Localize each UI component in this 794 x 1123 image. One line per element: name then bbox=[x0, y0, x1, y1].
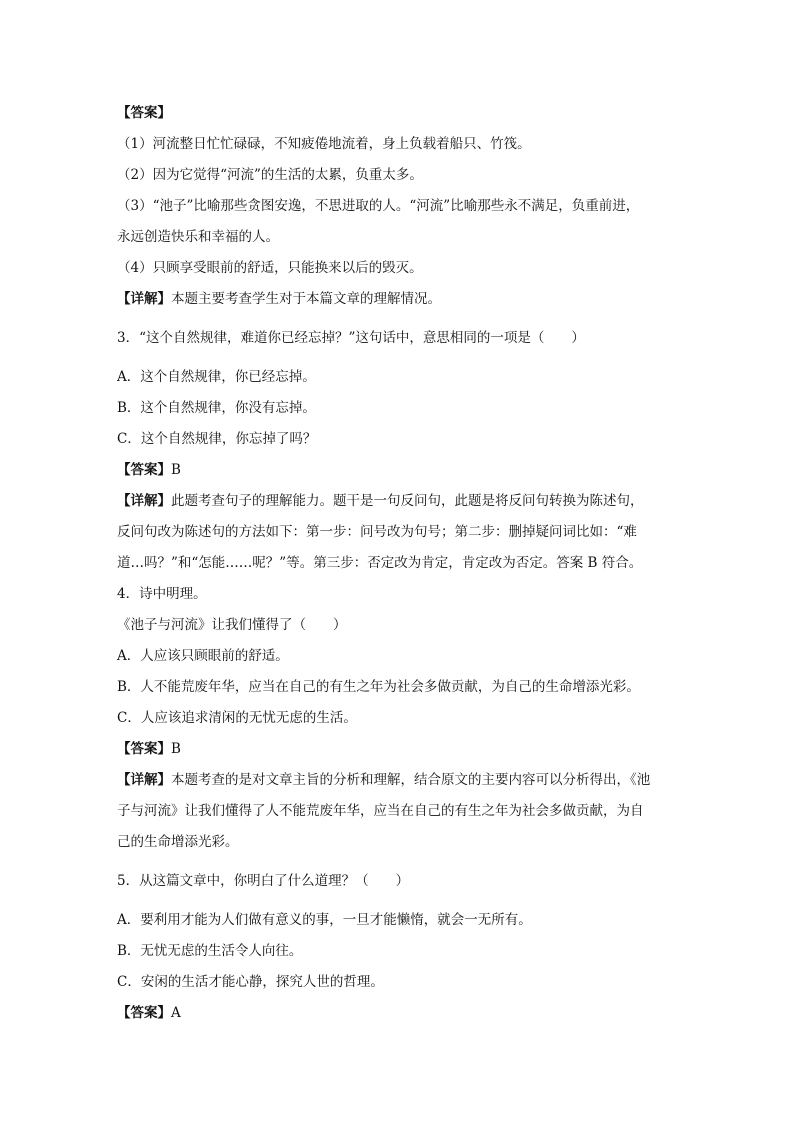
answer-item: （3）“池子”比喻那些贪图安逸，不思进取的人。“河流”比喻那些永不满足，负重前进， bbox=[117, 198, 640, 214]
answer-label: 【答案】 bbox=[117, 462, 171, 478]
option-a: A．人应该只顾眼前的舒适。 bbox=[117, 648, 289, 664]
answer-paragraph bbox=[117, 998, 677, 1029]
detail-label: 【详解】 bbox=[117, 772, 171, 788]
question-4-sub-stem: 《池子与河流》让我们懂得了（ ） bbox=[117, 617, 347, 633]
question-3-stem: 3．“这个自然规律，难道你已经忘掉？”这句话中，意思相同的一项是（ ） bbox=[117, 330, 585, 346]
option-a: A．这个自然规律，你已经忘掉。 bbox=[117, 369, 316, 385]
answer-paragraph bbox=[117, 734, 677, 765]
detail-text: 本题主要考查学生对于本篇文章的理解情况。 bbox=[171, 291, 441, 307]
answer-value: B bbox=[171, 462, 181, 478]
option-c: C．安闲的生活才能心静，探究人世的哲理。 bbox=[117, 974, 384, 990]
answer-paragraph bbox=[117, 455, 677, 486]
detail-text: 此题考查句子的理解能力。题干是一句反问句，此题是将反问句转换为陈述句， bbox=[171, 493, 644, 509]
question-4-stem: 4．诗中明理。 bbox=[117, 586, 207, 602]
detail-text: 本题考查的是对文章主旨的分析和理解，结合原文的主要内容可以分析得出，《池 bbox=[171, 772, 651, 788]
option-b: B．这个自然规律，你没有忘掉。 bbox=[117, 400, 316, 416]
detail-paragraph bbox=[117, 765, 677, 796]
option-a: A．要利用才能为人们做有意义的事，一旦才能懒惰，就会一无所有。 bbox=[117, 912, 532, 928]
answer-item: （4）只顾享受眼前的舒适，只能换来以后的毁灭。 bbox=[117, 260, 423, 276]
question-5-stem: 5．从这篇文章中，你明白了什么道理？（ ） bbox=[117, 873, 410, 889]
answer-label: 【答案】 bbox=[117, 105, 171, 121]
answer-item: （2）因为它觉得“河流”的生活的太累，负重太多。 bbox=[117, 167, 423, 183]
answer-label: 【答案】 bbox=[117, 741, 171, 757]
option-b: B．无忧无虑的生活令人向往。 bbox=[117, 943, 303, 959]
detail-paragraph bbox=[117, 284, 677, 315]
detail-label: 【详解】 bbox=[117, 493, 171, 509]
detail-text: 反问句改为陈述句的方法如下：第一步：问号改为句号；第二步：删掉疑问词比如：“难 bbox=[117, 524, 637, 540]
option-b: B．人不能荒废年华，应当在自己的有生之年为社会多做贡献，为自己的生命增添光彩。 bbox=[117, 679, 640, 695]
answer-label: 【答案】 bbox=[117, 1005, 171, 1021]
answer-value: B bbox=[171, 741, 181, 757]
answer-item: （1）河流整日忙忙碌碌，不知疲倦地流着，身上负载着船只、竹筏。 bbox=[117, 136, 531, 152]
answer-value: A bbox=[171, 1005, 181, 1021]
option-c: C．这个自然规律，你忘掉了吗？ bbox=[117, 431, 317, 447]
detail-text: 子与河流》让我们懂得了人不能荒废年华，应当在自己的有生之年为社会多做贡献，为自 bbox=[117, 803, 644, 819]
answer-item: 永远创造快乐和幸福的人。 bbox=[117, 229, 279, 245]
detail-text: 道…吗？”和“怎能……呢？”等。第三步：否定改为肯定，肯定改为否定。答案 B 符合。 bbox=[117, 555, 643, 571]
option-c: C．人应该追求清闲的无忧无虑的生活。 bbox=[117, 710, 357, 726]
detail-text: 己的生命增添光彩。 bbox=[117, 834, 239, 850]
document-content bbox=[117, 98, 677, 1029]
detail-label: 【详解】 bbox=[117, 291, 171, 307]
detail-paragraph bbox=[117, 486, 677, 517]
